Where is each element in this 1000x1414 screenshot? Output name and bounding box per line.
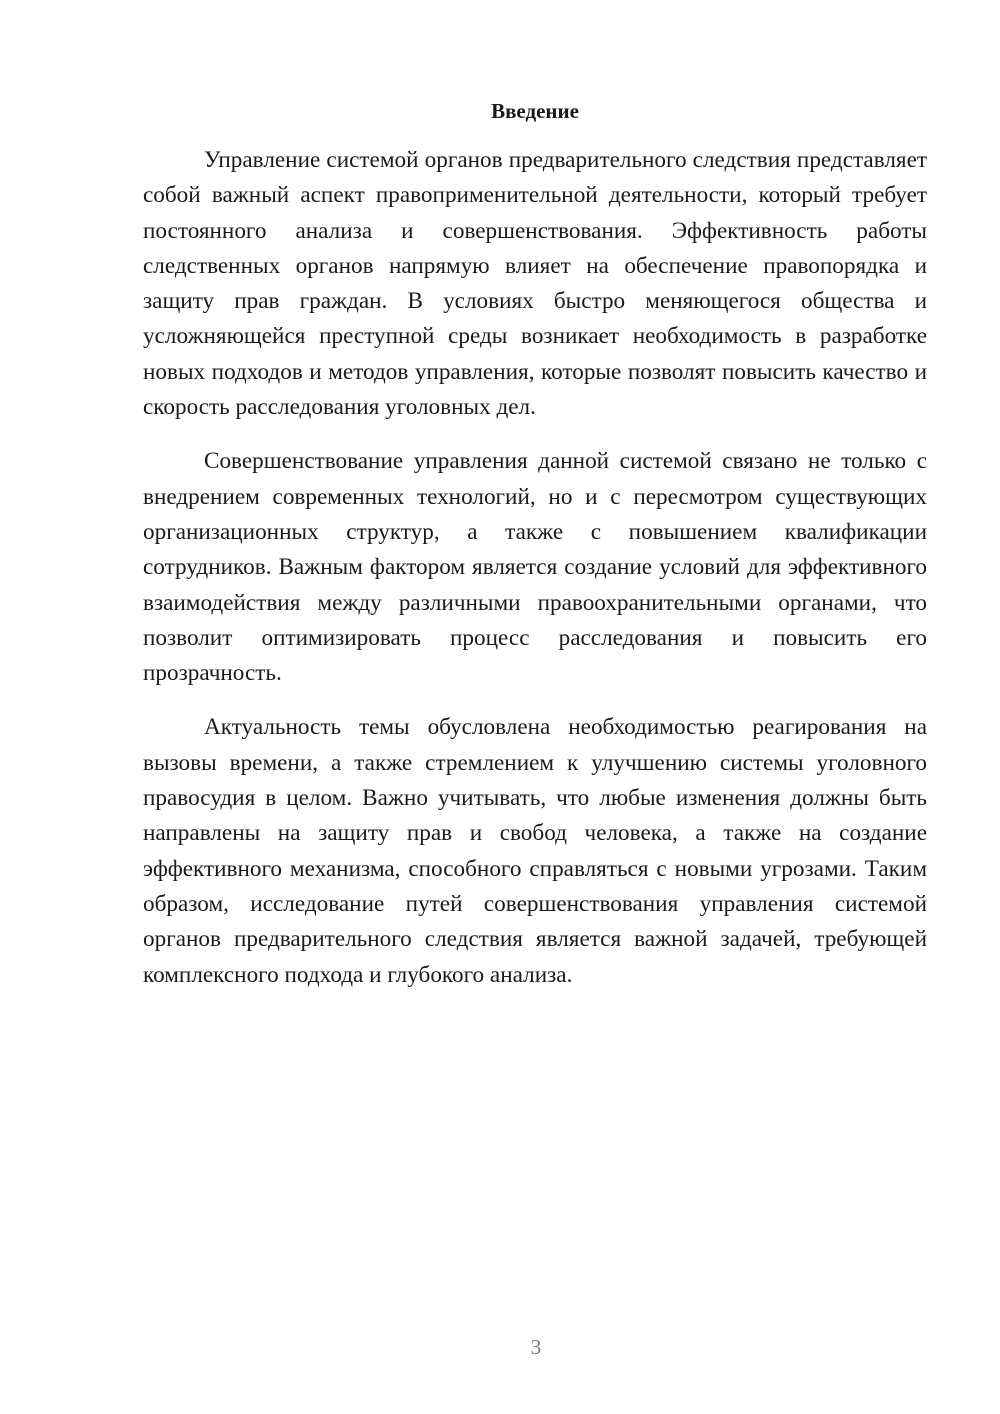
paragraph-3: Актуальность темы обусловлена необходимостью реагирования на вызовы времени, а также стремлением к улучшению системы уголовного правосудия в целом. Важно учитывать, что любые изменения должны быть направлены на защиту прав и свобод человека, а также на создание эффективного механизма, способного справляться с новыми угрозами. Таким образом, исследование путей совершенствования управления системой органов предварительного следствия является важной задачей, требующей комплексного подхода и глубокого анализа.	[143, 714, 927, 988]
body-text	[143, 143, 927, 1012]
section-heading: Введение	[491, 99, 579, 123]
page-number: 3	[530, 1335, 542, 1359]
paragraph-1: Управление системой органов предварительного следствия представляет собой важный аспект правоприменительной деятельности, который требует постоянного анализа и совершенствования. Эффективность работы следственных органов напрямую влияет на обеспечение правопорядка и защиту прав граждан. В условиях быстро меняющегося общества и усложняющейся преступной среды возникает необходимость в разработке новых подходов и методов управления, которые позволят повысить качество и скорость расследования уголовных дел.	[143, 147, 927, 421]
paragraph-2: Совершенствование управления данной системой связано не только с внедрением современных технологий, но и с пересмотром существующих организационных структур, а также с повышением квалификации сотрудников. Важным фактором является создание условий для эффективного взаимодействия между различными правоохранительными органами, что позволит оптимизировать процесс расследования и повысить его прозрачность.	[143, 448, 927, 687]
